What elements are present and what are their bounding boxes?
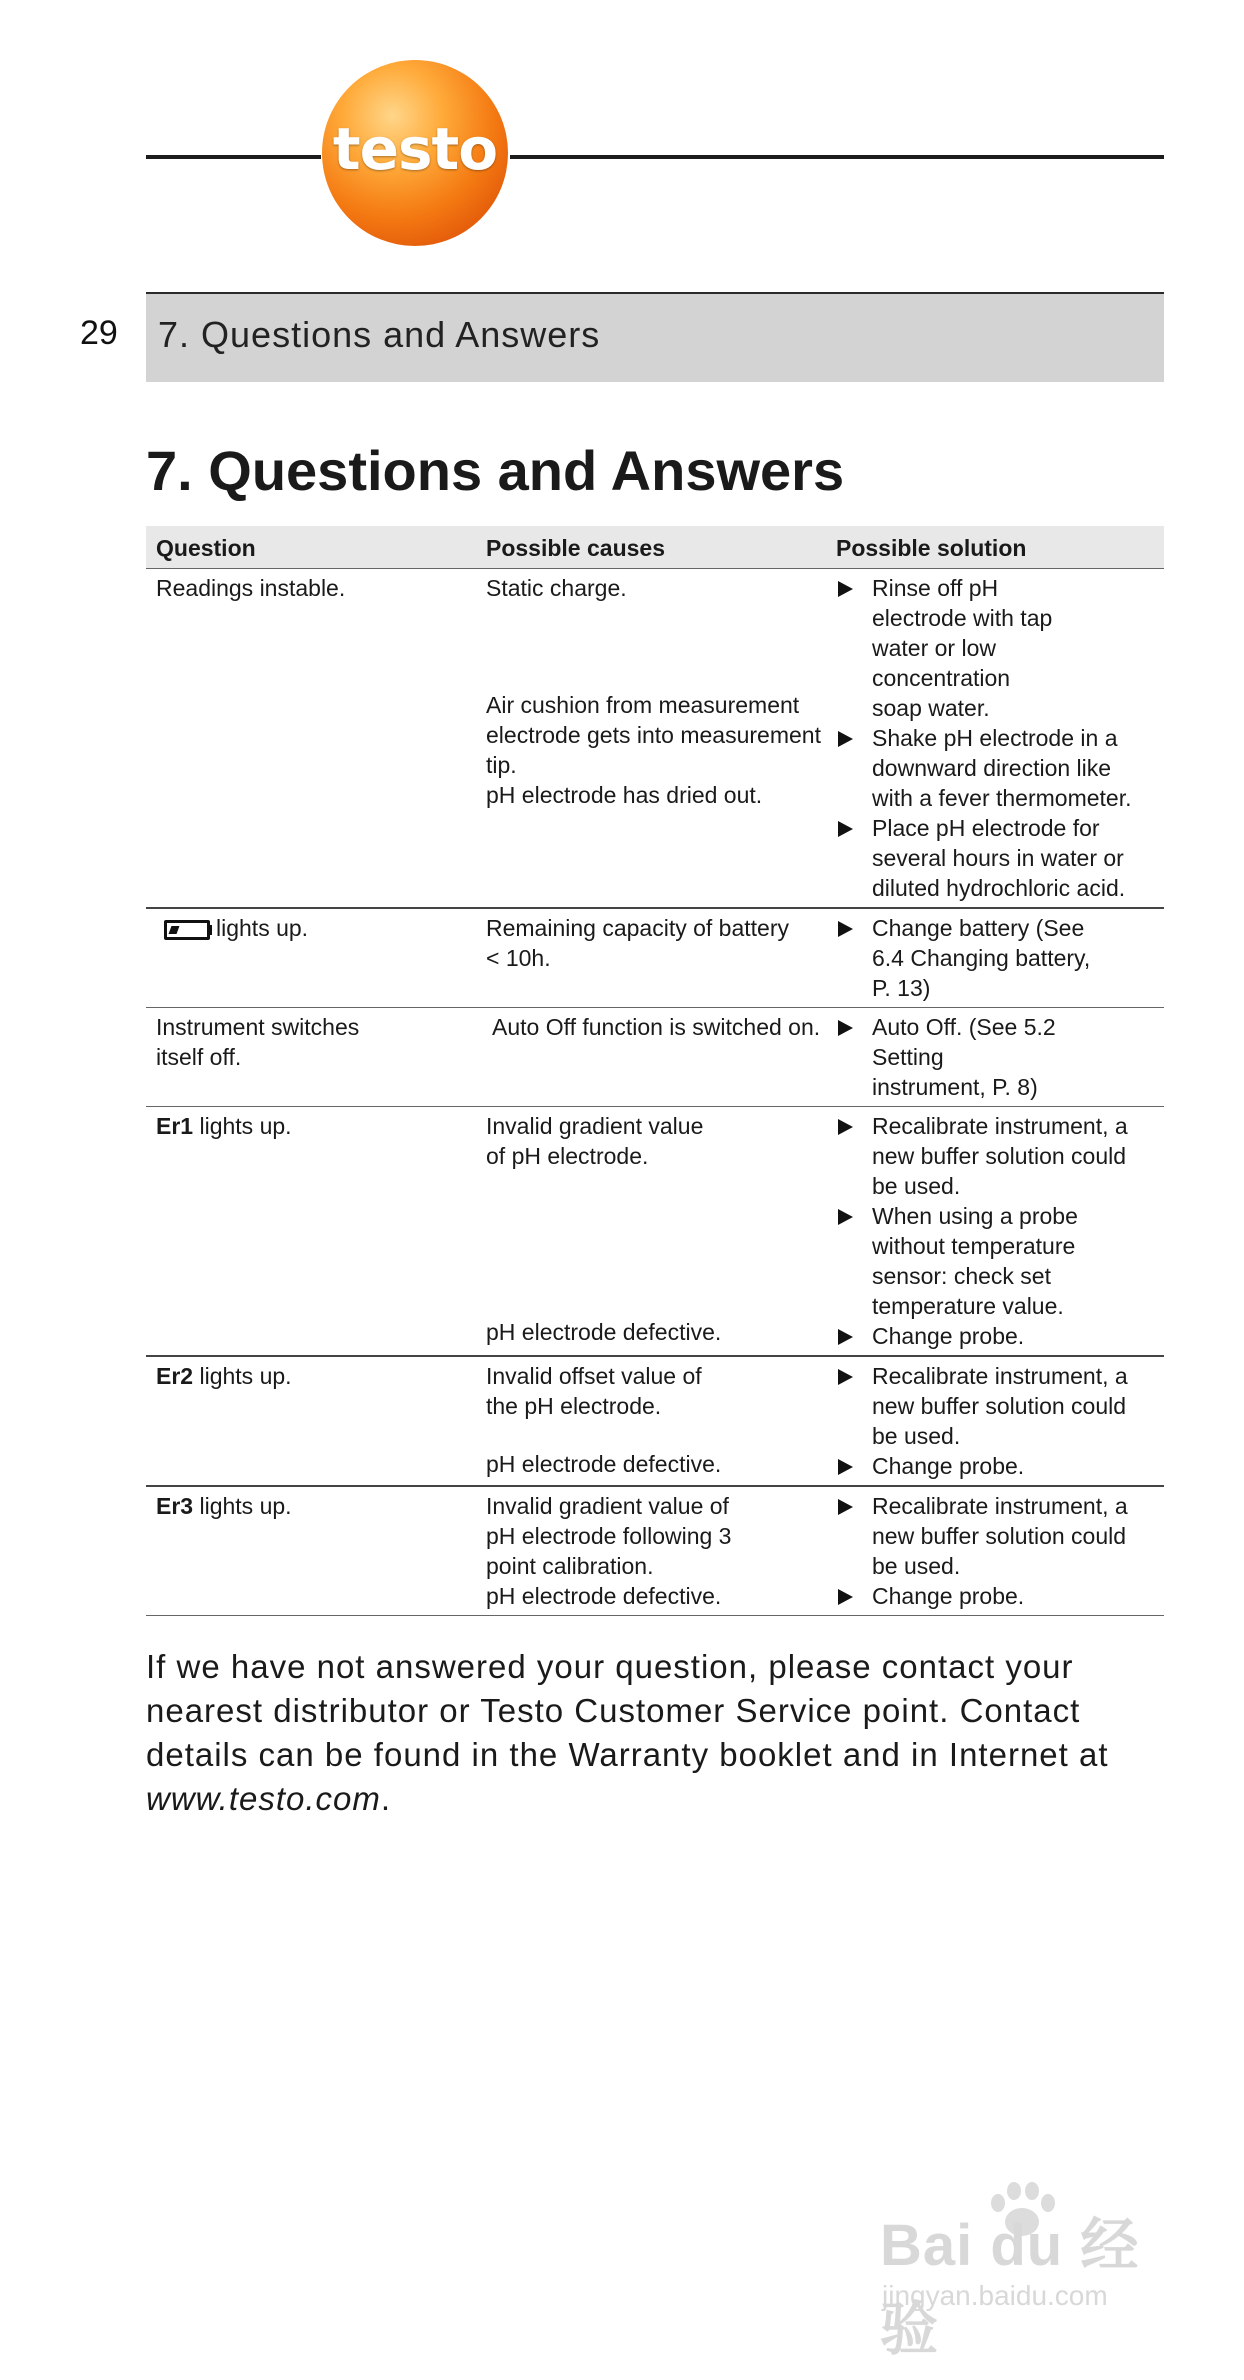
- solution-text: Recalibrate instrument, a new buffer solution could be used.: [872, 1363, 1128, 1449]
- question-cell: [146, 1107, 486, 1357]
- error-code: Er2: [156, 1363, 194, 1389]
- page-number: 29: [80, 314, 118, 352]
- table-row: [146, 569, 1164, 909]
- solutions-cell: [836, 908, 1164, 1008]
- causes-cell: [486, 1356, 836, 1486]
- question-text: lights up.: [199, 1493, 292, 1519]
- bullet-triangle-icon: [838, 1459, 853, 1475]
- question-text: Readings instable.: [156, 575, 346, 601]
- question-cell: [146, 908, 486, 1008]
- solution-item: [836, 1491, 1132, 1581]
- error-code: Er1: [156, 1113, 194, 1139]
- bullet-triangle-icon: [838, 731, 853, 747]
- cause-text: Invalid gradient value of pH electrode.: [486, 1113, 704, 1169]
- bullet-triangle-icon: [838, 581, 853, 597]
- question-cell: [146, 569, 486, 909]
- bullet-triangle-icon: [838, 821, 853, 837]
- solution-text: Change probe.: [872, 1323, 1025, 1349]
- column-header-solution: Possible solution: [836, 526, 1164, 569]
- solution-text: Shake pH electrode in a downward direction like with a fever thermometer.: [872, 725, 1132, 811]
- question-cell: [146, 1486, 486, 1616]
- solution-text: Rinse off pH electrode with tap water or low concentration soap water.: [872, 575, 1053, 721]
- questions-answers-table: [146, 526, 1164, 1616]
- bullet-triangle-icon: [838, 1020, 853, 1036]
- question-text: lights up.: [216, 915, 309, 941]
- solution-item: [836, 913, 1112, 1003]
- table-row: [146, 1008, 1164, 1107]
- solutions-cell: [836, 1356, 1164, 1486]
- table-row: [146, 1107, 1164, 1357]
- bullet-triangle-icon: [838, 921, 853, 937]
- solution-text: When using a probe without temperature sensor: check set temperature value.: [872, 1203, 1078, 1319]
- causes-cell: [486, 569, 836, 909]
- cause-text: Auto Off function is switched on.: [492, 1014, 821, 1040]
- causes-cell: [486, 908, 836, 1008]
- cause-text: Static charge.: [486, 575, 627, 601]
- logo-text: testo: [332, 115, 498, 183]
- table-header-row: [146, 526, 1164, 569]
- bullet-triangle-icon: [838, 1119, 853, 1135]
- question-text: Instrument switches itself off.: [156, 1014, 360, 1070]
- section-header-title: 7. Questions and Answers: [158, 314, 601, 355]
- battery-low-icon: [164, 920, 210, 938]
- question-cell: [146, 1008, 486, 1107]
- cause-text: Invalid gradient value of pH electrode following 3 point calibration.: [486, 1493, 732, 1579]
- solution-item: [836, 1321, 1154, 1351]
- solution-text: Change battery (See 6.4 Changing battery, P. 13): [872, 915, 1091, 1001]
- watermark-logo-text: Bai du 经验: [880, 2213, 1140, 2362]
- solutions-cell: [836, 1008, 1164, 1107]
- causes-cell: [486, 1486, 836, 1616]
- solutions-cell: [836, 1107, 1164, 1357]
- cause-text: pH electrode defective.: [486, 1319, 722, 1345]
- cause-text: pH electrode defective.: [486, 1451, 722, 1477]
- contact-end: .: [380, 1780, 392, 1817]
- bullet-triangle-icon: [838, 1589, 853, 1605]
- bullet-triangle-icon: [838, 1369, 853, 1385]
- question-text: lights up.: [199, 1363, 292, 1389]
- cause-text: Remaining capacity of battery < 10h.: [486, 915, 789, 971]
- cause-text: Invalid offset value of the pH electrode.: [486, 1363, 702, 1419]
- column-header-causes: Possible causes: [486, 526, 836, 569]
- column-header-question: Question: [146, 526, 486, 569]
- solution-item: [836, 1581, 1154, 1611]
- error-code: Er3: [156, 1493, 194, 1519]
- bullet-triangle-icon: [838, 1499, 853, 1515]
- cause-text: Air cushion from measurement electrode gets into measurement tip.: [486, 692, 821, 778]
- solutions-cell: [836, 1486, 1164, 1616]
- table-row: [146, 1356, 1164, 1486]
- solution-item: [836, 723, 1154, 813]
- watermark-url: jingyan.baidu.com: [882, 2280, 1108, 2311]
- question-cell: [146, 1356, 486, 1486]
- solution-text: Recalibrate instrument, a new buffer solution could be used.: [872, 1113, 1128, 1199]
- causes-cell: [486, 1107, 836, 1357]
- solutions-cell: [836, 569, 1164, 909]
- bullet-triangle-icon: [838, 1329, 853, 1345]
- logo-rule-left: [146, 155, 321, 159]
- solution-text: Change probe.: [872, 1453, 1025, 1479]
- solution-text: Change probe.: [872, 1583, 1025, 1609]
- solution-item: [836, 1451, 1154, 1481]
- causes-cell: [486, 1008, 836, 1107]
- cause-text: pH electrode has dried out.: [486, 782, 763, 808]
- solution-item: [836, 1012, 1062, 1102]
- table-row: [146, 1486, 1164, 1616]
- solution-item: [836, 573, 1062, 723]
- solution-text: Place pH electrode for several hours in water or diluted hydrochloric acid.: [872, 815, 1126, 901]
- page-title: 7. Questions and Answers: [146, 439, 845, 502]
- website-link[interactable]: www.testo.com: [146, 1780, 381, 1817]
- solution-item: [836, 1201, 1102, 1321]
- bullet-triangle-icon: [838, 1209, 853, 1225]
- cause-text: pH electrode defective.: [486, 1583, 722, 1609]
- solution-item: [836, 1361, 1132, 1451]
- logo-rule-right: [510, 155, 1164, 159]
- solution-text: Auto Off. (See 5.2 Setting instrument, P. 8): [872, 1014, 1056, 1100]
- testo-logo: [322, 60, 508, 246]
- contact-text: If we have not answered your question, please contact your nearest distributor or Testo Customer Service point. Contact details can be found in the Warranty booklet and in Internet at: [146, 1648, 1109, 1773]
- section-header-bar: [146, 292, 1164, 382]
- solution-item: [836, 813, 1154, 903]
- solution-item: [836, 1111, 1132, 1201]
- question-text: lights up.: [199, 1113, 292, 1139]
- baidu-watermark: [880, 2180, 1180, 2362]
- contact-paragraph: [146, 1645, 1164, 1821]
- solution-text: Recalibrate instrument, a new buffer solution could be used.: [872, 1493, 1128, 1579]
- table-row: [146, 908, 1164, 1008]
